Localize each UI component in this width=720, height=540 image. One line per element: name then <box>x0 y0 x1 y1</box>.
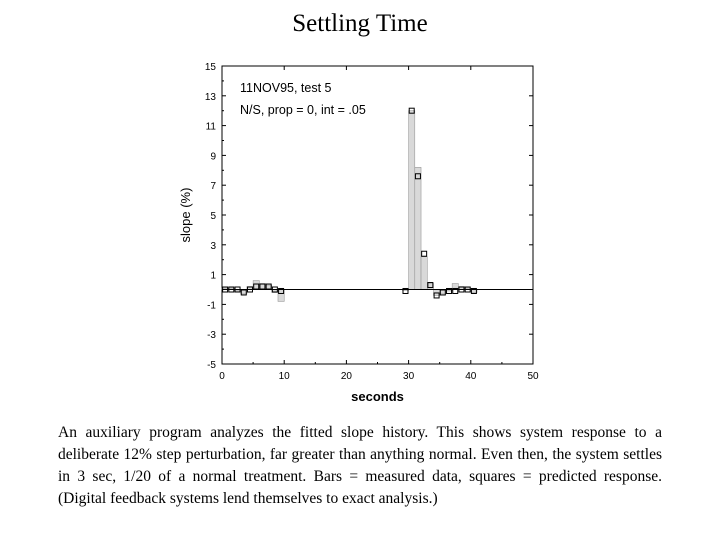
y-tick-label: 3 <box>210 240 216 252</box>
y-tick-label: 1 <box>210 270 216 282</box>
measured-bar <box>421 257 427 290</box>
chart-annotation: N/S, prop = 0, int = .05 <box>240 103 366 117</box>
x-tick-label: 50 <box>527 371 539 382</box>
y-tick-label: -1 <box>207 300 216 312</box>
x-tick-label: 40 <box>465 371 477 382</box>
slide-caption: An auxiliary program analyzes the fitted slope history. This shows system response to a deliberate 12% step perturbation, far greater than anything normal. Even then, the system settles in 3 sec, 1/20 of a normal treatment. Bars = measured data, squares = predicted response. (Digital feedback systems lend themselves to exact analysis.) <box>58 424 662 507</box>
y-tick-label: 7 <box>210 181 216 193</box>
y-tick-label: 9 <box>210 151 216 163</box>
predicted-marker <box>422 251 427 256</box>
y-tick-label: 13 <box>204 91 216 103</box>
y-tick-label: 11 <box>205 121 216 133</box>
x-axis-label: seconds <box>351 389 404 404</box>
y-tick-label: -5 <box>207 360 216 371</box>
x-tick-label: 0 <box>219 371 225 382</box>
measured-bar <box>415 167 421 289</box>
y-tick-label: 15 <box>204 62 216 73</box>
y-tick-label: -3 <box>207 330 216 342</box>
x-tick-label: 10 <box>278 371 290 382</box>
chart-annotation: 11NOV95, test 5 <box>240 81 332 95</box>
y-tick-label: 5 <box>210 211 216 222</box>
x-tick-label: 30 <box>403 371 415 382</box>
y-axis-label: slope (%) <box>178 187 193 243</box>
measured-bar <box>409 111 415 290</box>
slide-title: Settling Time <box>292 10 428 37</box>
x-tick-label: 20 <box>340 371 352 382</box>
